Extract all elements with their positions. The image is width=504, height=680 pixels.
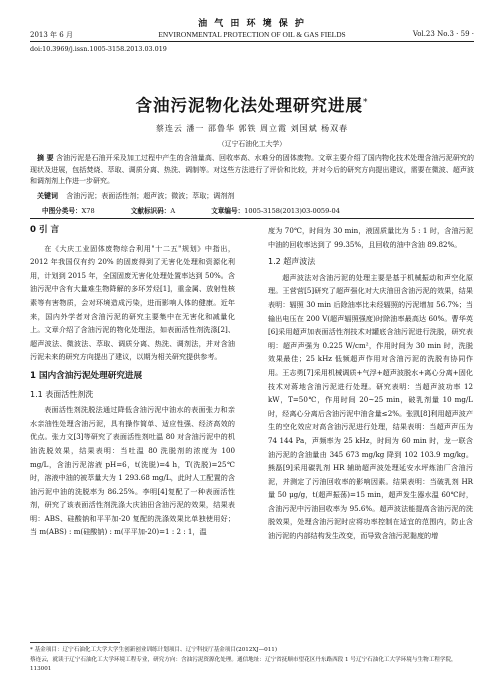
abstract-label: 摘 要 xyxy=(37,154,54,162)
footnote-rule xyxy=(30,642,120,643)
section-1-heading: 1 国内含油污泥处理研究进展 xyxy=(30,370,143,381)
journal-date: 2013 年 6 月 xyxy=(30,31,73,39)
classification-line xyxy=(42,205,474,215)
subsection-1-2-heading: 1.2 超声波法 xyxy=(268,257,316,267)
surfactant-paragraph: 表面活性剂洗脱法通过降低含油污泥中油水的表面张力和亲水亲油性处理含油污泥，具有操作简单、适应性强、经济高效的优点。张力文[3]等研究了表面活性剂吐温 80 对含油污泥中的机油洗脱效果，结果表明：当吐温 80 洗脱剂的浓度为 100 mg/L，含油污泥溶液 pH=6，t(洗脱)=4 h，T(洗脱)=25℃时，溶液中油的被萃量大为 1 293.68 mg/L，此时人工配置的含油污泥中油的洗脱率为 86.25%。李明[4]复配了一种表面活性剂，研究了该表面活性剂洗涤大庆油田含油污泥的效果，结果表明：ABS、硅酸钠和平平加-20 复配的洗涤效果比单独使用好；当 m(ABS) : m(硅酸钠) : m(平平加-20)=1 : 2 : 1，温 xyxy=(30,405,235,537)
doc-code-label: 文献标识码： xyxy=(130,207,171,215)
article-id-label: 文章编号： xyxy=(211,207,245,215)
continued-paragraph: 度为 70℃，时间为 30 min，液固质量比为 5 : 1 时，含油污泥中油的回收率达到了 99.35%，且回收的油中含油 89.82%。 xyxy=(268,226,473,249)
intro-paragraph: 在《大庆工业固体废物综合利用"十二五"规划》中指出，2012 年我国仅有约 20% 的固废得到了无害化处理和资源化利用，计划到 2015 年，全国固废无害化处理处置率达到 50%。含油污泥中含有大量难生物降解的多环芳烃[1]，重金属、放射性核素等有害物质，会对环境造成污染，进而影响人体的健康。近年来，国内外学者对含油污泥的研究主要集中在无害化和减量化上。文章介绍了含油污泥的物化处理法，如表面活性剂洗涤[2]、超声波法、微波法、萃取、调质分离、热洗、调剂法，并对含油污泥未来的研究方向提出了建议，以期为相关研究提供参考。 xyxy=(30,243,235,362)
class-label: 中图分类号： xyxy=(42,207,82,215)
ultrasonic-paragraph: 超声波法对含油污泥的处理主要是基于机械振动和声空化原理。王营营[5]研究了超声强化对大庆油田含油污泥的效果，结果表明：辐照 30 min 后除油率比未经辐照的污泥增加 56.7%；当输出电压在 200 V(超声辐照强度)时除油率最高达 60%。曹华英[6]采用超声加表面活性剂技术对罐底含油污泥进行洗脱，研究表明：超声声强为 0.225 W/cm²，作用时间为 30 min 时，洗脱效果最佳；25 kHz 低频超声作用对含油污泥的洗脱有协同作用。王志勇[7]采用机械调质+气浮+超声波脱水+离心分离+固化技术对蒋地含油污泥进行处理。研究表明：当超声波功率 12 kW，T=50℃，作用时间 20~25 min，破乳剂量 10 mg/L 时，经离心分离后含油污泥中油含量≤2%。张凯[8]利用超声波产生的空化效应对高含油污泥进行处理，结果表明：当超声声压为 74 144 Pa，声频率为 25 kHz，时间为 60 min 时，龙一联含油污泥的含油量由 345 673 mg/kg 降到 102 103.9 mg/kg。熊磊[9]采用碳乳剂 HR 辅助超声波处理延安水坪炼油厂含油污泥，并测定了污油回收率的影响因素。结果表明：当破乳剂 HR 量 50 μg/g，t(超声振荡)=15 min，超声发生器水温 60℃时，含油污泥中污油回收率为 95.6%。超声波法能提高含油污泥的洗脱效果，处理含油污泥时应将功率控制在适宜的范围内，防止含油污泥的内部结构发生改变，而导致含油污泥黏度的增 xyxy=(268,272,473,541)
class-value: X78 xyxy=(81,207,95,215)
keywords xyxy=(30,191,474,201)
article-authors: 蔡连云 潘一 邵鲁华 郭铁 周立霞 刘国斌 杨双春 xyxy=(155,124,349,133)
abstract-rule xyxy=(30,218,474,219)
journal-volume: Vol.23 No.3 · 59 · xyxy=(412,30,474,38)
right-column-body xyxy=(268,224,473,543)
journal-name-cn: 油 气 田 环 境 保 护 xyxy=(198,19,306,29)
abstract-text: 含油污泥是石油开采及加工过程中产生的含油量高、回收率高、水难分的固体废物。文章主要介绍了国内物化技术处理含油污泥研究的现状及进展，包括焚烧、萃取、调质分离、热洗、调制等。对这些方法进行了评价和比较，并对今后的研究方向提出建议，需要在微波、超声波和调剂剂上作进一步研究。 xyxy=(30,154,474,186)
journal-name-en: ENVIRONMENTAL PROTECTION OF OIL & GAS FIELDS xyxy=(158,30,346,39)
funding-mark: * xyxy=(363,97,369,108)
article-title xyxy=(0,92,504,116)
subsection-1-1-heading: 1.1 表面活性剂洗 xyxy=(30,389,94,399)
keywords-label: 关键词 xyxy=(37,192,58,200)
article-id-value: 1005-3158(2013)03-0059-04 xyxy=(244,207,340,215)
section-intro-heading: 0 引 言 xyxy=(30,225,60,235)
article-affiliation: （辽宁石油化工大学） xyxy=(218,140,286,148)
doc-code-value: A xyxy=(170,207,176,215)
header-rule xyxy=(30,41,474,42)
left-column xyxy=(30,222,235,539)
keywords-text: 含油污泥；表面活性剂；超声波；微波；萃取；调剂剂 xyxy=(66,192,235,200)
article-title-text: 含油污泥物化法处理研究进展 xyxy=(135,96,363,115)
abstract xyxy=(30,153,474,188)
footnote: * 基金项目：辽宁石油化工大学大学生创新创业训练计划项目、辽宁科技厅基金项目(2012XJ—011) 蔡连云，就读于辽宁石油化工大学环境工程专业，研究方向：含油污泥资源化处理。通信地址：辽宁省抚顺市望花区丹东路西段 1 号辽宁石油化工大学环境与生物工程学院，113001 xyxy=(30,647,457,672)
doi: doi:10.3969/j.issn.1005-3158.2013.03.019 xyxy=(30,45,167,53)
